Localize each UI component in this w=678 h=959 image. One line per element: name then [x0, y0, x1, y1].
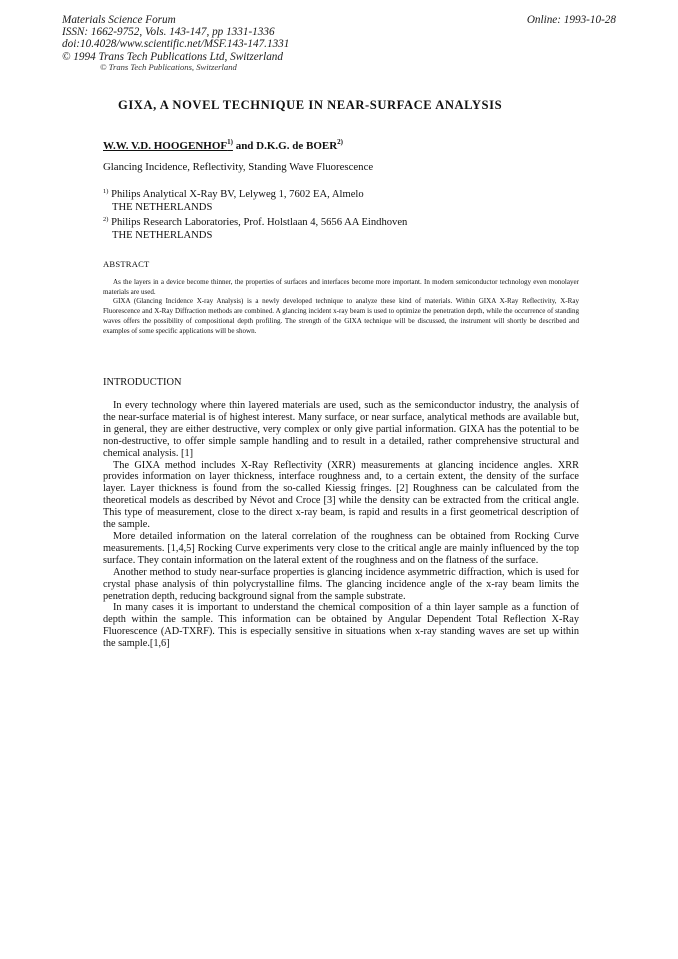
author-separator: and D.K.G. de BOER	[232, 140, 338, 152]
affiliations	[103, 186, 407, 242]
body-paragraph: More detailed information on the lateral correlation of the roughness can be obtained from Rocking Curve measurements. [1,4,5] Rocking Curve experiments very close to the critical angle are mainly influenced by the top surface. They contain information on the lateral extent of the roughness and on the flatness of the surface.	[103, 530, 579, 566]
abstract-paragraph: GIXA (Glancing Incidence X-ray Analysis) is a newly developed technique to analyze these kind of materials. Within GIXA X-Ray Reflectivity, X-Ray Fluorescence and X-Ray Diffraction methods are combined. A glancing incident x-ray beam is used to optimize the penetration depth, while the occurrence of standing waves offers the possibility of compositional depth profiling. The strength of the GIXA technique will be discussed, the instrument will shortly be described and examples of some specific applications will be shown.	[103, 297, 579, 335]
issn-line: ISSN: 1662-9752, Vols. 143-147, pp 1331-1336	[62, 26, 275, 39]
copyright-line: © 1994 Trans Tech Publications Ltd, Switzerland	[62, 50, 283, 63]
abstract-body	[103, 278, 579, 336]
author-line	[103, 138, 343, 152]
author-1: W.W. V.D. HOOGENHOF$^{1)}$	[103, 138, 233, 152]
author-2-superscript: 2)	[337, 138, 343, 146]
keywords: Glancing Incidence, Reflectivity, Standing Wave Fluorescence	[103, 161, 374, 173]
author-1-superscript: 1)	[227, 138, 233, 146]
body-paragraph: In every technology where thin layered materials are used, such as the semiconductor industry, the analysis of the near-surface material is of highest interest. Many surface, or near surface, analytical methods are available but, in general, they are either destructive, very complex or only give partial information. GIXA has the potential to be non-destructive, to offer simple sample handling and to result in a detailed, rather comprehensive structural and chemical analysis. [1]	[103, 400, 579, 459]
publisher-header	[62, 14, 289, 72]
journal-name: Materials Science Forum	[62, 14, 176, 26]
abstract-heading: ABSTRACT	[103, 259, 150, 269]
scan-copyright-line: © Trans Tech Publications, Switzerland	[100, 61, 237, 72]
body-paragraph: The GIXA method includes X-Ray Reflectivity (XRR) measurements at glancing incidence angles. XRR provides information on layer thickness, interface roughness and, to a certain extent, the density of the surface layer. Layer thickness is found from the so-called Kiessig fringes. [2] Roughness can be calculated from the theoretical models as described by Névot and Croce [3] while the density can be extracted from the critical angle. This type of measurement, close to the direct x-ray beam, is rapid and results in a first geometrical description of the sample.	[103, 459, 579, 531]
affiliation-2-country: THE NETHERLANDS	[112, 229, 213, 241]
online-date: Online: 1993-10-28	[526, 14, 616, 26]
paper-title: GIXA, A NOVEL TECHNIQUE IN NEAR-SURFACE ANALYSIS	[118, 98, 503, 112]
doi-line: doi:10.4028/www.scientific.net/MSF.143-147.1331	[62, 38, 290, 51]
body-paragraph: Another method to study near-surface properties is glancing incidence asymmetric diffraction, which is used for crystal phase analysis of thin polycrystalline films. The glancing incidence angle of the x-ray beam limits the penetration depth, reducing background signal from the sample substrate.	[103, 566, 579, 602]
affiliation-2: $^{2)}$ Philips Research Laboratories, Prof. Holstlaan 4, 5656 AA Eindhoven	[103, 216, 408, 229]
body-paragraph: In many cases it is important to understand the chemical composition of a thin layer sample as a function of depth within the sample. This information can be obtained by Angular Dependent Total Reflection X-Ray Fluorescence (AD-TXRF). This is especially sensitive in situations when x-ray standing waves are set up within the sample.[1,6]	[103, 602, 579, 650]
abstract-paragraph: As the layers in a device become thinner, the properties of surfaces and interfaces become more important. In modern semiconductor technology even monolayer materials are used.	[103, 278, 579, 296]
affiliation-1-country: THE NETHERLANDS	[112, 201, 213, 213]
affiliation-1: $^{1)}$ Philips Analytical X-Ray BV, Lelyweg 1, 7602 EA, Almelo	[103, 188, 364, 200]
introduction-heading: INTRODUCTION	[103, 377, 182, 388]
introduction-body	[103, 400, 579, 650]
